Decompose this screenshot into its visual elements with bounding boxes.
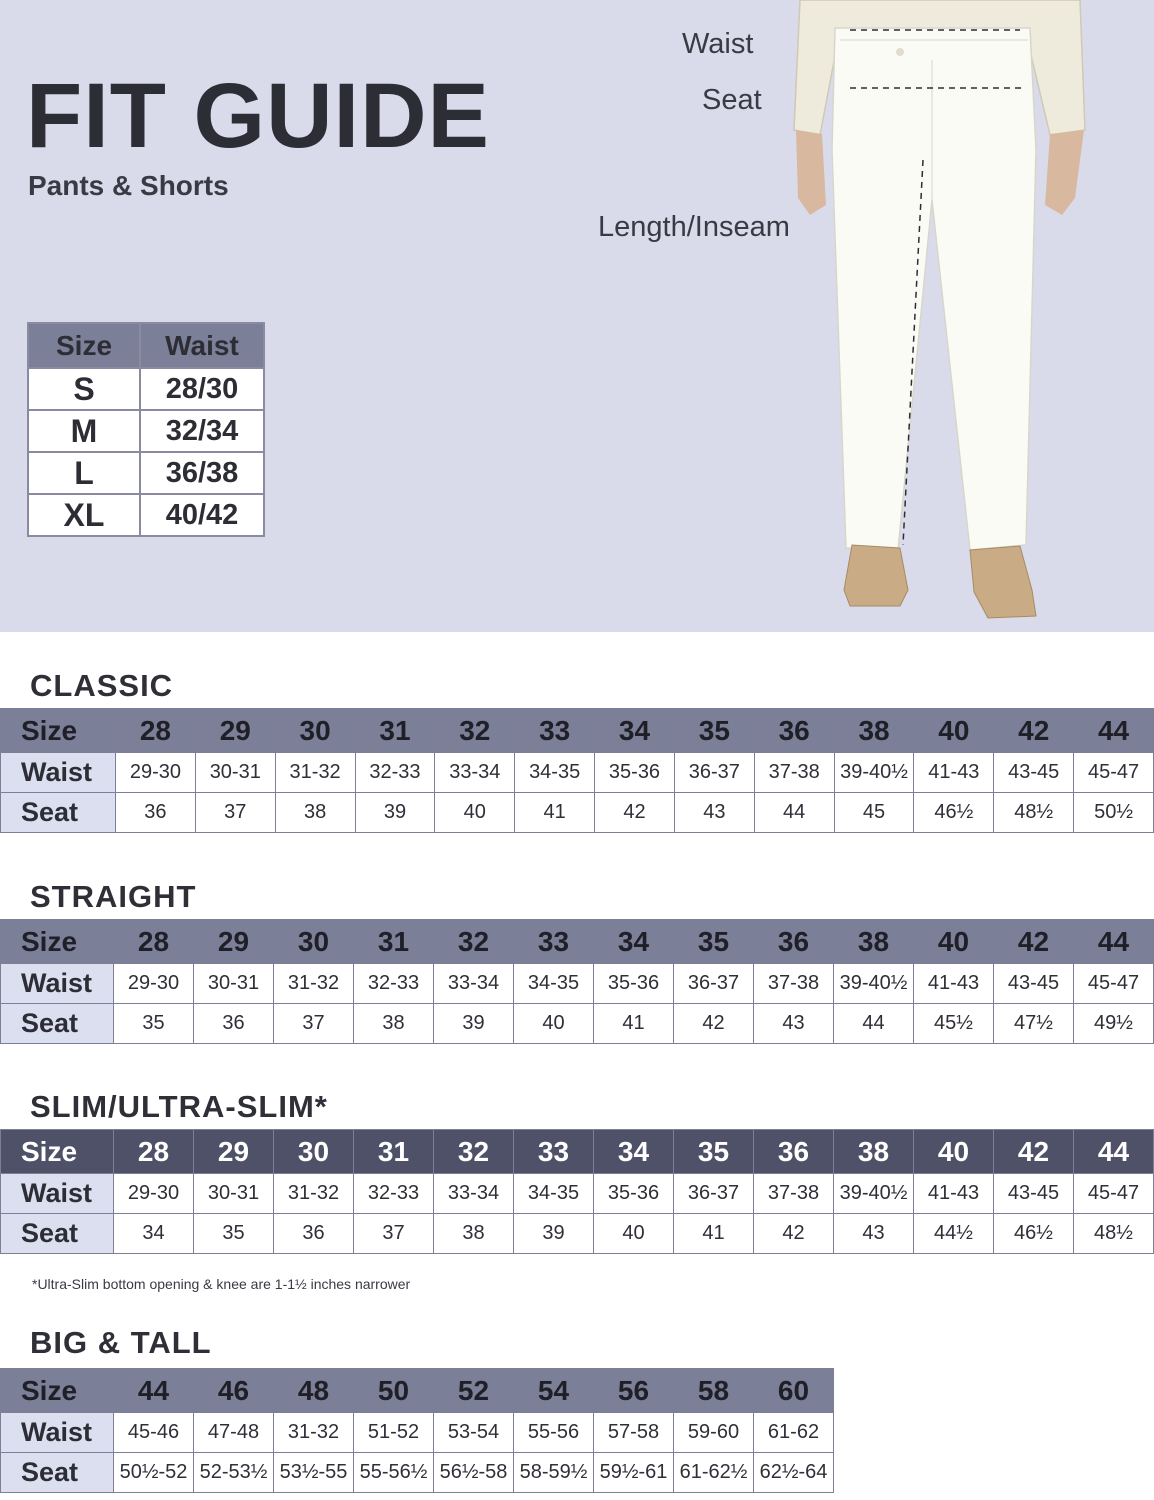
- waist-measure-label: Waist: [682, 28, 754, 60]
- size-value-cell: 40: [914, 1130, 994, 1174]
- size-value-cell: 54: [514, 1369, 594, 1413]
- size-value-cell: 38: [834, 920, 914, 964]
- waist-value-cell: 45-47: [1074, 964, 1154, 1004]
- size-value-cell: 36: [754, 920, 834, 964]
- classic-size-chart: [0, 708, 1154, 833]
- waist-value-cell: 37-38: [754, 753, 834, 793]
- seat-value-cell: 43: [674, 793, 754, 833]
- seat-row-label: Seat: [1, 1453, 114, 1493]
- seat-value-cell: 42: [674, 1004, 754, 1044]
- size-value-cell: 46: [194, 1369, 274, 1413]
- seat-value-cell: 40: [514, 1004, 594, 1044]
- seat-value-cell: 37: [274, 1004, 354, 1044]
- waist-value-cell: 41-43: [914, 753, 994, 793]
- seat-value-cell: 55-56½: [354, 1453, 434, 1493]
- waist-value-cell: 29-30: [116, 753, 196, 793]
- size-value-cell: 40: [914, 709, 994, 753]
- size-cell: M: [28, 410, 140, 452]
- straight-size-chart: [0, 919, 1154, 1044]
- bigtall-section-title: BIG & TALL: [30, 1325, 212, 1360]
- size-value-cell: 42: [994, 920, 1074, 964]
- straight-section-title: STRAIGHT: [30, 879, 197, 914]
- waist-value-cell: 39-40½: [834, 1174, 914, 1214]
- waist-value-cell: 31-32: [274, 1413, 354, 1453]
- waist-value-cell: 32-33: [354, 964, 434, 1004]
- seat-value-cell: 41: [594, 1004, 674, 1044]
- waist-value-cell: 43-45: [994, 1174, 1074, 1214]
- size-row-label: Size: [1, 1130, 114, 1174]
- seat-value-cell: 44: [754, 793, 834, 833]
- seat-value-cell: 41: [515, 793, 595, 833]
- basic-size-table: [27, 322, 265, 537]
- size-row-label: Size: [1, 920, 114, 964]
- waist-value-cell: 35-36: [594, 1174, 674, 1214]
- waist-value-cell: 36-37: [674, 753, 754, 793]
- waist-value-cell: 36-37: [674, 1174, 754, 1214]
- waist-value-cell: 33-34: [434, 1174, 514, 1214]
- size-row-label: Size: [1, 709, 116, 753]
- seat-value-cell: 58-59½: [514, 1453, 594, 1493]
- seat-value-cell: 48½: [994, 793, 1074, 833]
- seat-value-cell: 38: [354, 1004, 434, 1044]
- seat-value-cell: 53½-55: [274, 1453, 354, 1493]
- seat-value-cell: 47½: [994, 1004, 1074, 1044]
- seat-value-cell: 48½: [1074, 1214, 1154, 1254]
- waist-value-cell: 31-32: [275, 753, 355, 793]
- slim-size-chart: [0, 1129, 1154, 1254]
- waist-value-cell: 31-32: [274, 964, 354, 1004]
- waist-value-cell: 41-43: [914, 964, 994, 1004]
- waist-value-cell: 37-38: [754, 1174, 834, 1214]
- waist-value-cell: 57-58: [594, 1413, 674, 1453]
- size-value-cell: 28: [116, 709, 196, 753]
- waist-cell: 28/30: [140, 368, 264, 410]
- size-row: [1, 1130, 1154, 1174]
- size-value-cell: 28: [114, 1130, 194, 1174]
- ultra-slim-footnote: *Ultra-Slim bottom opening & knee are 1-1½ inches narrower: [32, 1276, 411, 1292]
- seat-value-cell: 37: [195, 793, 275, 833]
- waist-value-cell: 34-35: [514, 964, 594, 1004]
- waist-value-cell: 39-40½: [834, 753, 914, 793]
- size-value-cell: 28: [114, 920, 194, 964]
- seat-row-label: Seat: [1, 1004, 114, 1044]
- size-value-cell: 38: [834, 1130, 914, 1174]
- seat-value-cell: 43: [754, 1004, 834, 1044]
- seat-value-cell: 38: [275, 793, 355, 833]
- size-value-cell: 30: [274, 920, 354, 964]
- seat-value-cell: 39: [355, 793, 435, 833]
- size-value-cell: 35: [674, 709, 754, 753]
- size-cell: XL: [28, 494, 140, 536]
- waist-value-cell: 43-45: [994, 964, 1074, 1004]
- size-value-cell: 50: [354, 1369, 434, 1413]
- seat-value-cell: 46½: [914, 793, 994, 833]
- size-value-cell: 32: [434, 920, 514, 964]
- seat-value-cell: 62½-64: [754, 1453, 834, 1493]
- waist-value-cell: 30-31: [194, 964, 274, 1004]
- seat-value-cell: 35: [194, 1214, 274, 1254]
- seat-value-cell: 42: [595, 793, 675, 833]
- seat-value-cell: 40: [594, 1214, 674, 1254]
- seat-value-cell: 50½-52: [114, 1453, 194, 1493]
- size-value-cell: 31: [355, 709, 435, 753]
- size-value-cell: 44: [1074, 1130, 1154, 1174]
- waist-value-cell: 53-54: [434, 1413, 514, 1453]
- seat-row: [1, 1214, 1154, 1254]
- seat-row: [1, 793, 1154, 833]
- waist-value-cell: 35-36: [594, 964, 674, 1004]
- size-value-cell: 35: [674, 920, 754, 964]
- size-row: [1, 1369, 834, 1413]
- pants-model-illustration: [780, 0, 1110, 632]
- seat-value-cell: 46½: [994, 1214, 1074, 1254]
- size-value-cell: 48: [274, 1369, 354, 1413]
- size-value-cell: 30: [274, 1130, 354, 1174]
- seat-value-cell: 36: [194, 1004, 274, 1044]
- seat-value-cell: 36: [116, 793, 196, 833]
- waist-value-cell: 33-34: [435, 753, 515, 793]
- waist-row: [1, 1413, 834, 1453]
- size-value-cell: 60: [754, 1369, 834, 1413]
- seat-value-cell: 35: [114, 1004, 194, 1044]
- size-value-cell: 36: [754, 709, 834, 753]
- size-value-cell: 35: [674, 1130, 754, 1174]
- size-cell: L: [28, 452, 140, 494]
- page-subtitle: Pants & Shorts: [28, 170, 229, 201]
- waist-value-cell: 32-33: [355, 753, 435, 793]
- seat-row: [1, 1453, 834, 1493]
- waist-value-cell: 35-36: [595, 753, 675, 793]
- size-row-label: Size: [1, 1369, 114, 1413]
- waist-value-cell: 29-30: [114, 1174, 194, 1214]
- size-value-cell: 31: [354, 1130, 434, 1174]
- size-value-cell: 52: [434, 1369, 514, 1413]
- waist-row-label: Waist: [1, 753, 116, 793]
- seat-value-cell: 61-62½: [674, 1453, 754, 1493]
- waist-row-label: Waist: [1, 964, 114, 1004]
- seat-value-cell: 52-53½: [194, 1453, 274, 1493]
- size-cell: S: [28, 368, 140, 410]
- seat-value-cell: 37: [354, 1214, 434, 1254]
- seat-value-cell: 36: [274, 1214, 354, 1254]
- size-value-cell: 33: [514, 920, 594, 964]
- seat-value-cell: 56½-58: [434, 1453, 514, 1493]
- seat-value-cell: 50½: [1074, 793, 1154, 833]
- size-value-cell: 33: [515, 709, 595, 753]
- size-value-cell: 38: [834, 709, 914, 753]
- size-value-cell: 34: [594, 1130, 674, 1174]
- size-row: [1, 709, 1154, 753]
- waist-value-cell: 55-56: [514, 1413, 594, 1453]
- seat-row-label: Seat: [1, 793, 116, 833]
- waist-value-cell: 45-47: [1074, 1174, 1154, 1214]
- bigtall-size-chart: [0, 1368, 834, 1493]
- size-value-cell: 31: [354, 920, 434, 964]
- waist-value-cell: 37-38: [754, 964, 834, 1004]
- waist-value-cell: 36-37: [674, 964, 754, 1004]
- size-value-cell: 58: [674, 1369, 754, 1413]
- size-value-cell: 30: [275, 709, 355, 753]
- waist-value-cell: 33-34: [434, 964, 514, 1004]
- waist-value-cell: 47-48: [194, 1413, 274, 1453]
- waist-value-cell: 43-45: [994, 753, 1074, 793]
- seat-value-cell: 39: [434, 1004, 514, 1044]
- size-value-cell: 40: [914, 920, 994, 964]
- seat-row: [1, 1004, 1154, 1044]
- size-value-cell: 32: [434, 1130, 514, 1174]
- waist-cell: 40/42: [140, 494, 264, 536]
- seat-value-cell: 34: [114, 1214, 194, 1254]
- waist-cell: 36/38: [140, 452, 264, 494]
- seat-value-cell: 45½: [914, 1004, 994, 1044]
- size-value-cell: 29: [194, 1130, 274, 1174]
- waist-row-label: Waist: [1, 1413, 114, 1453]
- waist-value-cell: 59-60: [674, 1413, 754, 1453]
- size-value-cell: 29: [194, 920, 274, 964]
- waist-value-cell: 30-31: [194, 1174, 274, 1214]
- waist-header: Waist: [140, 323, 264, 368]
- waist-cell: 32/34: [140, 410, 264, 452]
- size-value-cell: 34: [595, 709, 675, 753]
- seat-row-label: Seat: [1, 1214, 114, 1254]
- size-value-cell: 44: [1074, 920, 1154, 964]
- seat-value-cell: 39: [514, 1214, 594, 1254]
- waist-value-cell: 29-30: [114, 964, 194, 1004]
- waist-value-cell: 30-31: [195, 753, 275, 793]
- seat-value-cell: 45: [834, 793, 914, 833]
- size-value-cell: 56: [594, 1369, 674, 1413]
- waist-value-cell: 41-43: [914, 1174, 994, 1214]
- length-measure-label: Length/Inseam: [598, 211, 790, 243]
- waist-value-cell: 32-33: [354, 1174, 434, 1214]
- size-value-cell: 32: [435, 709, 515, 753]
- waist-value-cell: 39-40½: [834, 964, 914, 1004]
- seat-value-cell: 44: [834, 1004, 914, 1044]
- seat-value-cell: 42: [754, 1214, 834, 1254]
- size-value-cell: 33: [514, 1130, 594, 1174]
- seat-value-cell: 59½-61: [594, 1453, 674, 1493]
- waist-row: [1, 753, 1154, 793]
- waist-value-cell: 45-47: [1074, 753, 1154, 793]
- waist-value-cell: 45-46: [114, 1413, 194, 1453]
- waist-value-cell: 51-52: [354, 1413, 434, 1453]
- classic-section-title: CLASSIC: [30, 668, 174, 703]
- waist-row: [1, 964, 1154, 1004]
- size-value-cell: 36: [754, 1130, 834, 1174]
- waist-value-cell: 31-32: [274, 1174, 354, 1214]
- size-header: Size: [28, 323, 140, 368]
- seat-value-cell: 44½: [914, 1214, 994, 1254]
- seat-value-cell: 49½: [1074, 1004, 1154, 1044]
- seat-measure-label: Seat: [702, 84, 762, 116]
- size-value-cell: 44: [114, 1369, 194, 1413]
- waist-row: [1, 1174, 1154, 1214]
- seat-value-cell: 43: [834, 1214, 914, 1254]
- seat-value-cell: 40: [435, 793, 515, 833]
- waist-value-cell: 34-35: [515, 753, 595, 793]
- size-value-cell: 42: [994, 709, 1074, 753]
- size-row: [1, 920, 1154, 964]
- waist-value-cell: 61-62: [754, 1413, 834, 1453]
- waist-value-cell: 34-35: [514, 1174, 594, 1214]
- waist-row-label: Waist: [1, 1174, 114, 1214]
- page-title: FIT GUIDE: [26, 65, 490, 167]
- slim-section-title: SLIM/ULTRA-SLIM*: [30, 1089, 328, 1124]
- size-value-cell: 34: [594, 920, 674, 964]
- size-value-cell: 44: [1074, 709, 1154, 753]
- seat-value-cell: 38: [434, 1214, 514, 1254]
- seat-value-cell: 41: [674, 1214, 754, 1254]
- size-value-cell: 42: [994, 1130, 1074, 1174]
- size-value-cell: 29: [195, 709, 275, 753]
